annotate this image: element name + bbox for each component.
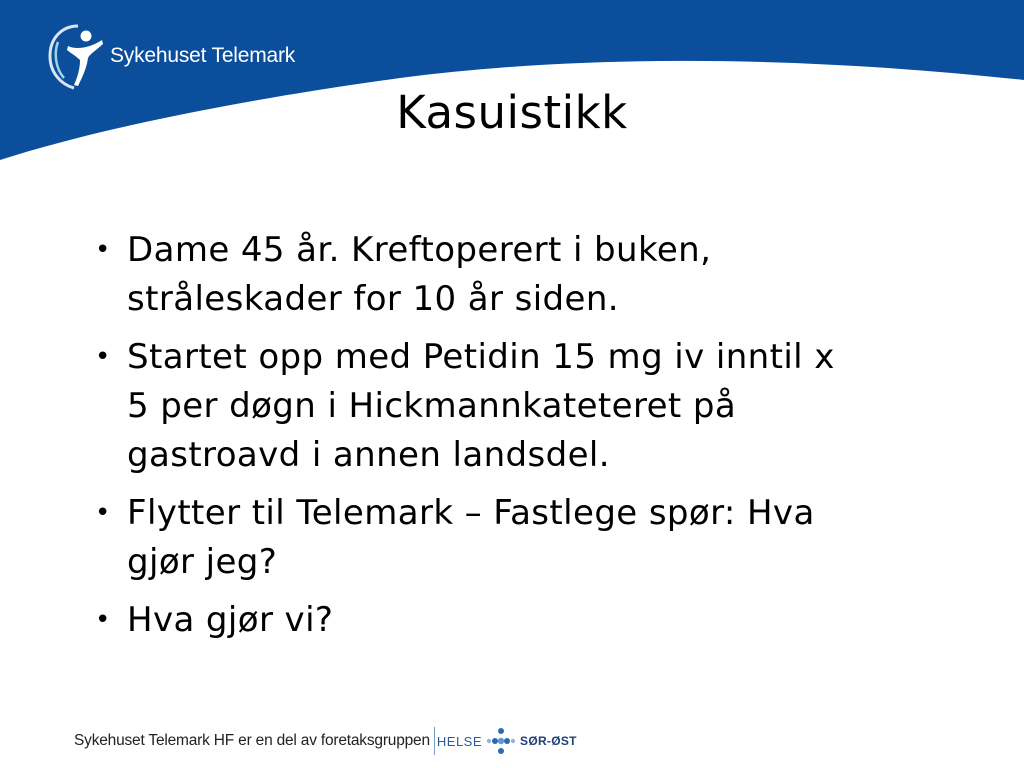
helse-logo-right-text: SØR-ØST bbox=[520, 734, 577, 748]
bullet-item bbox=[95, 333, 935, 480]
bullet-line: Flytter til Telemark – Fastlege spør: Hva bbox=[127, 493, 815, 533]
bullet-line: Hva gjør vi? bbox=[127, 600, 334, 640]
helse-sor-ost-logo bbox=[434, 727, 577, 755]
bullet-item bbox=[95, 226, 935, 324]
bullet-line: gastroavd i annen landsdel. bbox=[127, 435, 610, 475]
helse-dots-icon bbox=[484, 727, 518, 755]
bullet-line: stråleskader for 10 år siden. bbox=[127, 279, 620, 319]
bullet-line: Startet opp med Petidin 15 mg iv inntil x bbox=[127, 337, 835, 377]
bullet-list bbox=[95, 226, 935, 654]
bullet-dot-icon: • bbox=[95, 235, 111, 265]
telemark-figure-icon bbox=[46, 22, 110, 90]
bullet-item bbox=[95, 489, 935, 587]
bullet-dot-icon: • bbox=[95, 605, 111, 635]
helse-logo-left-text: HELSE bbox=[436, 733, 483, 749]
footer bbox=[74, 727, 577, 755]
footer-text: Sykehuset Telemark HF er en del av foretaksgruppen bbox=[74, 732, 430, 749]
bullet-line: gjør jeg? bbox=[127, 542, 278, 582]
slide-title: Kasuistikk bbox=[396, 86, 628, 139]
bullet-item bbox=[95, 596, 935, 645]
bullet-dot-icon: • bbox=[95, 342, 111, 372]
bullet-dot-icon: • bbox=[95, 498, 111, 528]
hospital-logo bbox=[46, 22, 295, 90]
bullet-line: 5 per døgn i Hickmannkateteret på bbox=[127, 386, 737, 426]
logo-text: Sykehuset Telemark bbox=[110, 44, 296, 67]
bullet-line: Dame 45 år. Kreftoperert i buken, bbox=[127, 230, 712, 270]
